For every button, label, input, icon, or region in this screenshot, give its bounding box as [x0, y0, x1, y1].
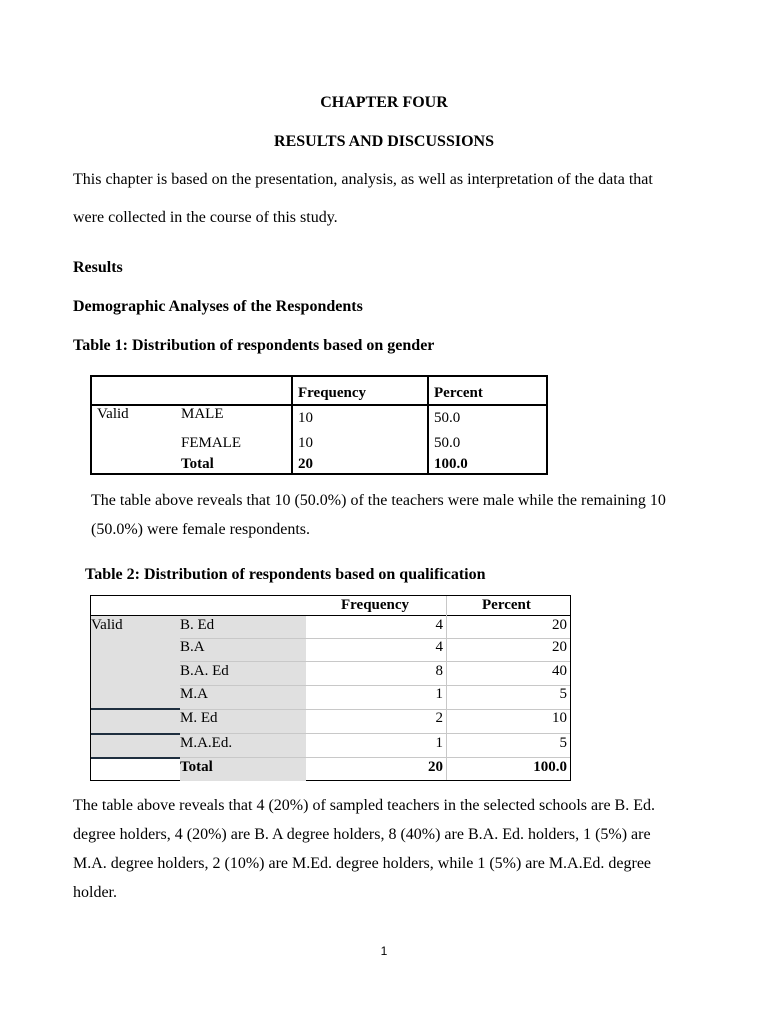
table2-row-percent: 20: [552, 617, 567, 633]
chapter-title: CHAPTER FOUR: [320, 94, 448, 111]
table1-header-frequency: Frequency: [298, 385, 367, 401]
intro-line-1: This chapter is based on the presentation, analysis, as well as interpretation of the data that: [73, 171, 653, 188]
intro-line-2: were collected in the course of this study.: [73, 209, 338, 226]
table2-row-label: M. Ed: [180, 710, 218, 726]
table1-row-frequency: 10: [298, 435, 313, 451]
table2-row-frequency: 1: [435, 686, 443, 702]
table2-header-frequency: Frequency: [341, 597, 410, 613]
table1-total-percent: 100.0: [434, 456, 468, 472]
table2-valid-label: Valid: [91, 617, 123, 633]
table1-total-frequency: 20: [298, 456, 313, 472]
table2-row-label: M.A.Ed.: [180, 735, 233, 751]
table1-row-label: FEMALE: [181, 435, 241, 451]
table2-row-label: B. Ed: [180, 617, 215, 633]
demographic-heading: Demographic Analyses of the Respondents: [73, 298, 363, 315]
table1-total-label: Total: [181, 456, 214, 472]
table2-total-label: Total: [180, 759, 213, 775]
table2-total-frequency: 20: [428, 759, 443, 775]
table2-row-label: M.A: [180, 686, 208, 702]
table1-row-frequency: 10: [298, 410, 313, 426]
table1-note-line-1: The table above reveals that 10 (50.0%) of the teachers were male while the remaining 10: [91, 492, 666, 509]
table1-row-percent: 50.0: [434, 410, 461, 426]
table2-row-frequency: 2: [435, 710, 443, 726]
table2-row-percent: 5: [559, 735, 567, 751]
table2-row-percent: 40: [552, 663, 567, 679]
table1-valid-label: Valid: [97, 406, 129, 422]
table2-note-line-2: degree holders, 4 (20%) are B. A degree holders, 8 (40%) are B.A. Ed. holders, 1 (5%) are: [73, 826, 651, 843]
gender-table: [90, 375, 548, 475]
table2-note-line-4: holder.: [73, 884, 117, 901]
qualification-table: [90, 595, 571, 781]
section-title: RESULTS AND DISCUSSIONS: [274, 133, 494, 150]
table2-row-label: B.A. Ed: [180, 663, 229, 679]
table1-note-line-2: (50.0%) were female respondents.: [91, 521, 311, 538]
table2-note-line-1: The table above reveals that 4 (20%) of sampled teachers in the selected schools are B. Ed.: [73, 797, 655, 814]
table2-row-percent: 5: [559, 686, 567, 702]
table1-caption: Table 1: Distribution of respondents based on gender: [73, 337, 435, 354]
table2-caption: Table 2: Distribution of respondents based on qualification: [85, 566, 486, 583]
table2-header-percent: Percent: [482, 597, 531, 613]
results-heading: Results: [73, 259, 123, 276]
table2-row-frequency: 4: [435, 639, 443, 655]
table2-row-label: B.A: [180, 639, 205, 655]
table2-row-frequency: 1: [435, 735, 443, 751]
table1-header-percent: Percent: [434, 385, 483, 401]
table2-row-percent: 20: [552, 639, 567, 655]
page-number: 1: [380, 944, 388, 958]
table1-row-percent: 50.0: [434, 435, 461, 451]
table2-row-frequency: 4: [435, 617, 443, 633]
table1-row-label: MALE: [181, 406, 224, 422]
table2-row-percent: 10: [552, 710, 567, 726]
table2-row-frequency: 8: [435, 663, 443, 679]
table2-note-line-3: M.A. degree holders, 2 (10%) are M.Ed. degree holders, while 1 (5%) are M.A.Ed. degree: [73, 855, 652, 872]
table2-total-percent: 100.0: [533, 759, 567, 775]
